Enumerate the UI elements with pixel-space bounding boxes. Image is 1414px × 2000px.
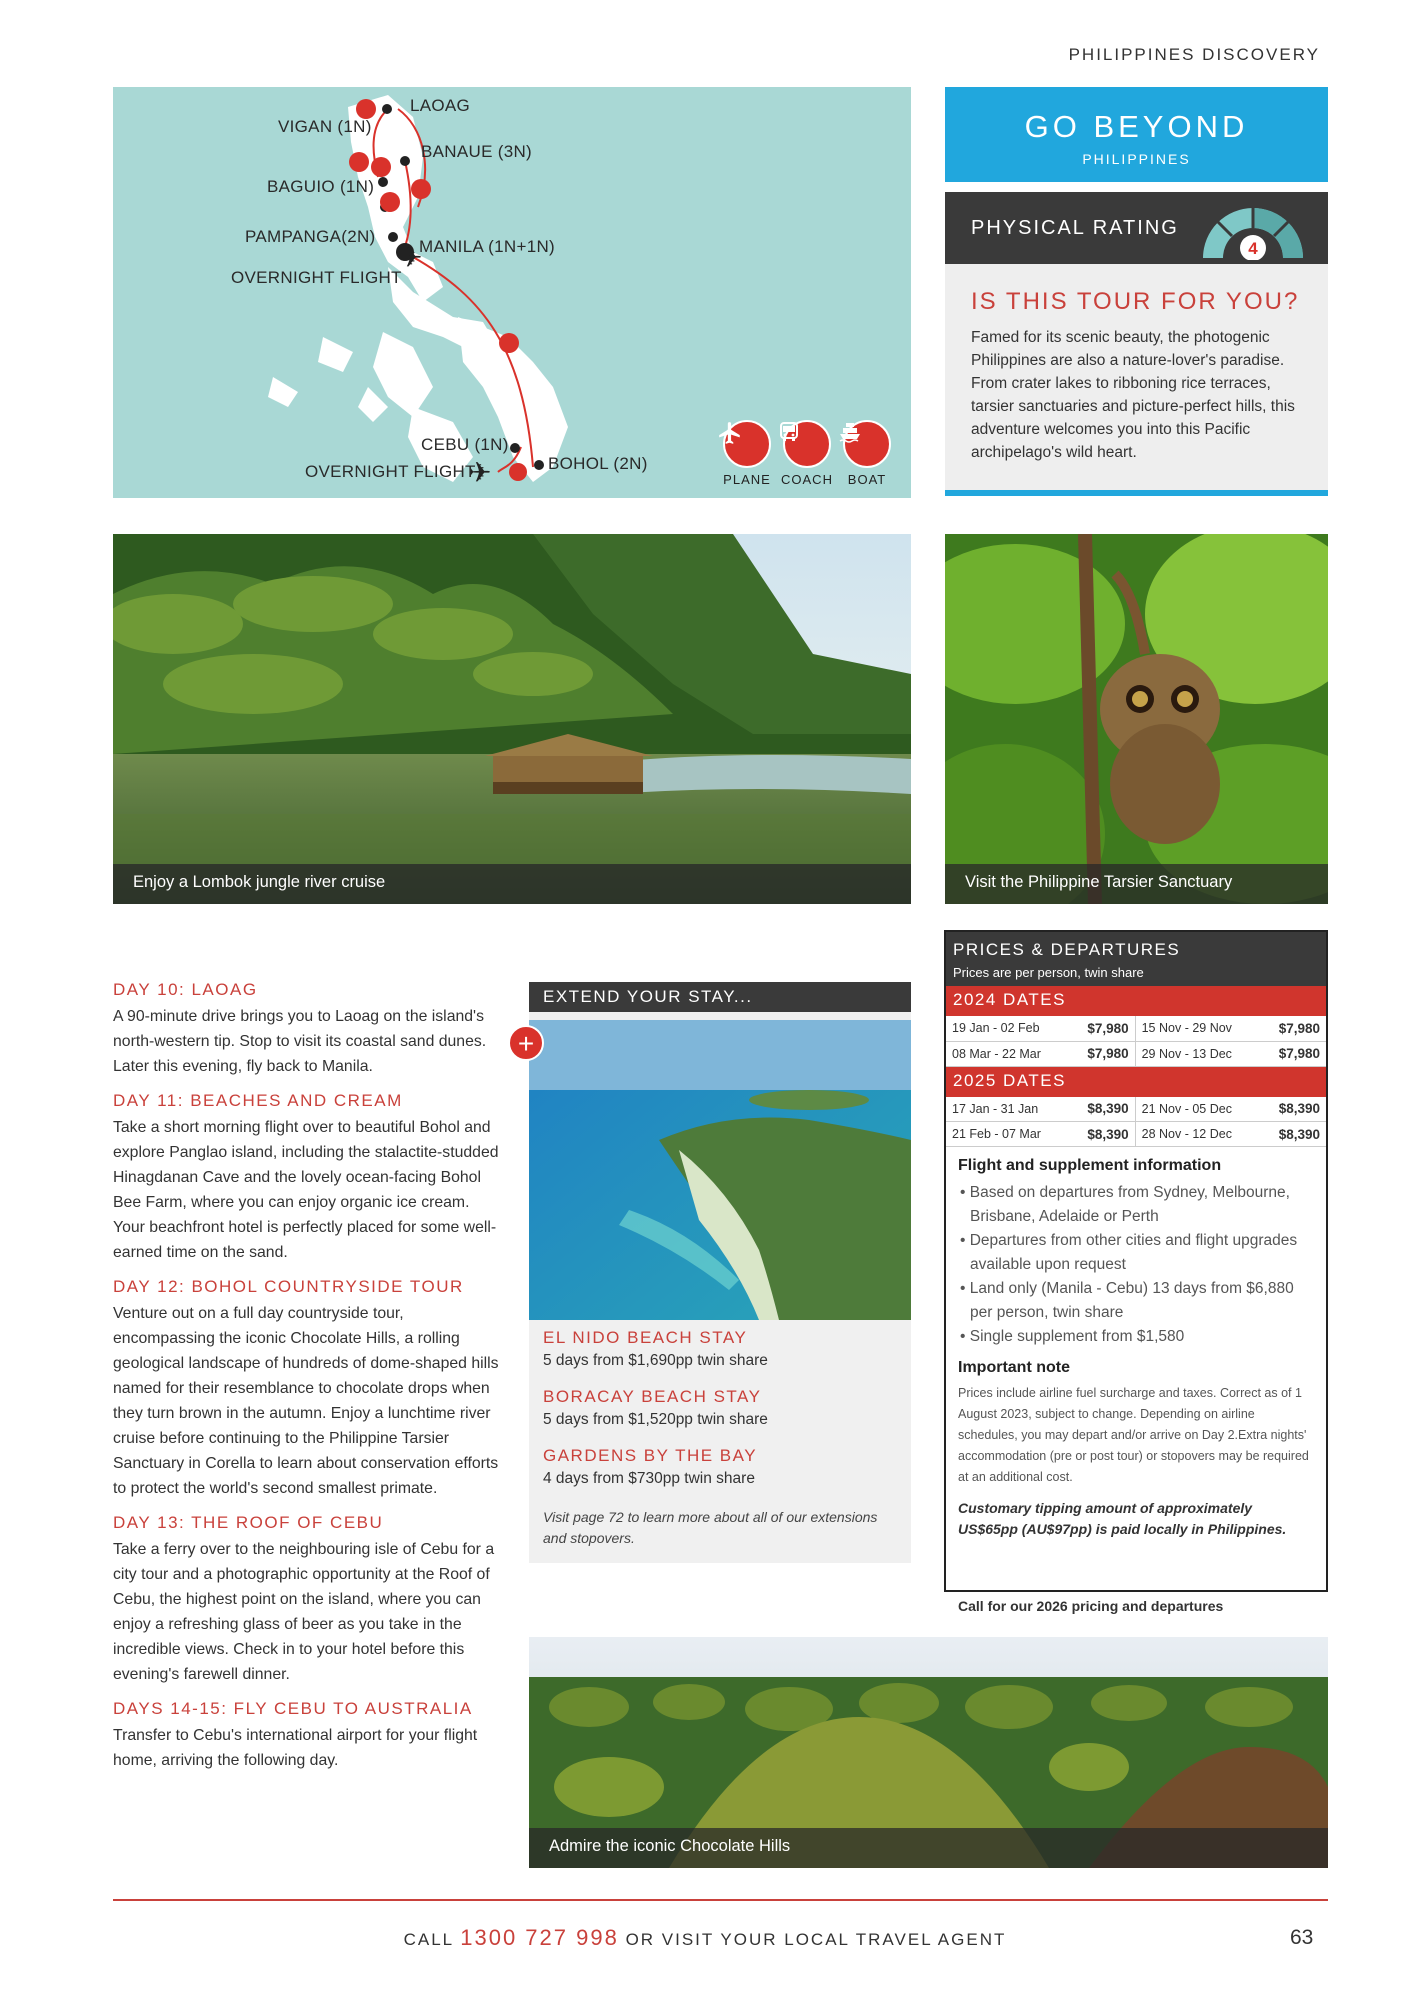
year-2024-heading: 2024 DATES xyxy=(946,986,1326,1016)
bullet-text: Land only (Manila - Cebu) 13 days from $6,880 per person, twin share xyxy=(969,1280,1294,1321)
date-cell: 21 Feb - 07 Mar xyxy=(946,1122,1069,1147)
physical-rating-bar xyxy=(945,192,1328,264)
legend-coach xyxy=(777,420,837,487)
table-row xyxy=(946,1041,1326,1066)
extend-heading: EXTEND YOUR STAY... xyxy=(529,982,911,1012)
table-row xyxy=(946,1097,1326,1122)
date-cell: 28 Nov - 12 Dec xyxy=(1135,1122,1261,1147)
day-12-title: DAY 12: BOHOL COUNTRYSIDE TOUR xyxy=(113,1277,464,1296)
date-cell: 21 Nov - 05 Dec xyxy=(1135,1097,1261,1122)
day-14-15-title: DAYS 14-15: FLY CEBU TO AUSTRALIA xyxy=(113,1699,473,1718)
date-cell: 29 Nov - 13 Dec xyxy=(1135,1041,1261,1066)
legend-coach-label: COACH xyxy=(781,472,833,487)
list-item: • Land only (Manila - Cebu) 13 days from $6,880 per person, twin share xyxy=(960,1280,1294,1321)
list-item: • Based on departures from Sydney, Melbourne, Brisbane, Adelaide or Perth xyxy=(960,1184,1290,1225)
table-row xyxy=(946,1122,1326,1147)
price-cell: $8,390 xyxy=(1069,1097,1135,1122)
extend-note: Visit page 72 to learn more about all of our extensions and stopovers. xyxy=(543,1509,878,1546)
day-14-15-text: Transfer to Cebu's international airport for your flight home, arriving the following day. xyxy=(113,1727,478,1769)
el-nido-title: EL NIDO BEACH STAY xyxy=(543,1328,748,1347)
map-label-manila: MANILA (1N+1N) xyxy=(419,237,555,256)
price-cell: $7,980 xyxy=(1069,1016,1135,1041)
map-label-laoag: LAOAG xyxy=(410,96,471,115)
price-cell: $8,390 xyxy=(1261,1097,1326,1122)
go-beyond-subtitle: PHILIPPINES xyxy=(1082,151,1191,167)
legend-plane-label: PLANE xyxy=(723,472,771,487)
day-10-text: A 90-minute drive brings you to Laoag on the island's north-western tip. Stop to visit its coastal sand dunes. Later this evening, fly back to Manila. xyxy=(113,1008,487,1075)
day-13 xyxy=(113,1513,503,1687)
day-11-text: Take a short morning flight over to beautiful Bohol and explore Panglao island, including the stalactite-studded Hinagdanan Cave and the lovely ocean-facing Bohol Bee Farm, where you can enjoy organic ice cream. Your beachfront hotel is perfectly placed for some well-earned time on the sand. xyxy=(113,1119,499,1261)
map-label-overnight-flight-1: OVERNIGHT FLIGHT xyxy=(231,268,402,287)
day-12 xyxy=(113,1277,503,1501)
map-label-vigan: VIGAN (1N) xyxy=(278,117,372,136)
date-cell: 15 Nov - 29 Nov xyxy=(1135,1016,1261,1041)
chocolate-hills-caption: Admire the iconic Chocolate Hills xyxy=(529,1828,1328,1868)
itinerary-days xyxy=(113,980,503,1785)
coach-icon xyxy=(783,420,831,468)
footer-call: CALL xyxy=(403,1930,454,1949)
important-text: Prices include airline fuel surcharge and taxes. Correct as of 1 August 2023, subject to change. Depending on airline schedules, you may depart and/or arrive on Day 2.Extra nights' accommodation (pre or post tour) or stopovers may be required at an additional cost. xyxy=(958,1386,1309,1484)
flight-supplement-section xyxy=(946,1147,1326,1540)
map-label-banaue: BANAUE (3N) xyxy=(421,142,532,161)
price-cell: $8,390 xyxy=(1069,1122,1135,1147)
day-13-text: Take a ferry over to the neighbouring isle of Cebu for a city tour and a photographic opportunity at the Roof of Cebu, the highest point on the island, where you can enjoy a refreshing glass of beer as you take in the incredible views. Check in to your hotel before this evening's farewell dinner. xyxy=(113,1541,495,1683)
tarsier-photo xyxy=(945,534,1328,904)
price-cell: $8,390 xyxy=(1261,1122,1326,1147)
date-cell: 17 Jan - 31 Jan xyxy=(946,1097,1069,1122)
map-label-baguio: BAGUIO (1N) xyxy=(267,177,375,196)
prices-subtitle: Prices are per person, twin share xyxy=(953,965,1144,980)
date-cell: 08 Mar - 22 Mar xyxy=(946,1041,1069,1066)
is-this-tour-for-you-box xyxy=(945,264,1328,496)
prices-2025-table xyxy=(946,1097,1326,1148)
plane-icon xyxy=(723,420,771,468)
svg-text:✈: ✈ xyxy=(468,457,492,488)
chocolate-hills-photo xyxy=(529,1637,1328,1868)
prices-header xyxy=(946,932,1326,986)
day-12-text: Venture out on a full day countryside tour, encompassing the iconic Chocolate Hills, a rolling geological landscape of hundreds of dome-shaped hills named for their resemblance to chocolate drops when they turn brown in the autumn. Enjoy a lunchtime river cruise before continuing to the Philippine Tarsier Sanctuary in Corella to learn about conservation efforts to protect the world's second smallest primate. xyxy=(113,1305,499,1497)
map-label-pampanga: PAMPANGA(2N) xyxy=(245,227,376,246)
legend-plane xyxy=(717,420,777,487)
section-header: PHILIPPINES DISCOVERY xyxy=(1068,45,1320,64)
price-cell: $7,980 xyxy=(1261,1016,1326,1041)
prices-departures-box xyxy=(944,930,1328,1592)
el-nido-text: 5 days from $1,690pp twin share xyxy=(543,1352,768,1369)
map-label-bohol: BOHOL (2N) xyxy=(548,454,648,473)
tarsier-image xyxy=(945,534,1328,904)
footer-divider xyxy=(113,1899,1328,1901)
plus-icon: + xyxy=(508,1025,544,1061)
extend-your-stay-box xyxy=(529,982,911,1563)
rating-gauge-icon xyxy=(1198,200,1308,260)
footer-agent: OR VISIT YOUR LOCAL TRAVEL AGENT xyxy=(625,1930,1007,1949)
footer-phone[interactable]: 1300 727 998 xyxy=(460,1925,619,1950)
page-number: 63 xyxy=(1290,1926,1314,1949)
svg-text:✈: ✈ xyxy=(399,242,423,273)
day-14-15 xyxy=(113,1699,503,1773)
tipping-text: Customary tipping amount of approximately US$65pp (AU$97pp) is paid locally in Philippines. xyxy=(958,1500,1287,1537)
price-cell: $7,980 xyxy=(1069,1041,1135,1066)
is-tour-heading: IS THIS TOUR FOR YOU? xyxy=(971,288,1300,315)
table-row xyxy=(946,1016,1326,1041)
day-13-title: DAY 13: THE ROOF OF CEBU xyxy=(113,1513,384,1532)
map-label-cebu: CEBU (1N) xyxy=(421,435,509,454)
tarsier-caption: Visit the Philippine Tarsier Sanctuary xyxy=(945,864,1328,904)
is-tour-body: Famed for its scenic beauty, the photogenic Philippines are also a nature-lover's paradise. From crater lakes to ribboning rice terraces, tarsier sanctuaries and picture-perfect hills, this adventure welcomes you into this Pacific archipelago's wild heart. xyxy=(971,329,1295,461)
bullet-text: Departures from other cities and flight upgrades available upon request xyxy=(969,1232,1298,1273)
legend-boat xyxy=(837,420,897,487)
gardens-text: 4 days from $730pp twin share xyxy=(543,1470,755,1487)
go-beyond-title: GO BEYOND xyxy=(1024,109,1249,144)
go-beyond-banner xyxy=(945,87,1328,182)
day-10-title: DAY 10: LAOAG xyxy=(113,980,258,999)
boracay-text: 5 days from $1,520pp twin share xyxy=(543,1411,768,1428)
beach-aerial-image xyxy=(529,1020,911,1320)
price-cell: $7,980 xyxy=(1261,1041,1326,1066)
day-11-title: DAY 11: BEACHES AND CREAM xyxy=(113,1091,403,1110)
day-10 xyxy=(113,980,503,1079)
prices-2024-table xyxy=(946,1016,1326,1067)
extend-item-gardens xyxy=(543,1446,757,1488)
boracay-title: BORACAY BEACH STAY xyxy=(543,1387,762,1406)
rating-value: 4 xyxy=(1248,239,1258,258)
list-item: • Departures from other cities and flight upgrades available upon request xyxy=(960,1232,1298,1273)
call-2026-text: Call for our 2026 pricing and departures xyxy=(958,1598,1224,1614)
extend-item-el-nido xyxy=(543,1328,768,1370)
date-cell: 19 Jan - 02 Feb xyxy=(946,1016,1069,1041)
bullet-text: Based on departures from Sydney, Melbourne, Brisbane, Adelaide or Perth xyxy=(969,1184,1290,1225)
prices-title: PRICES & DEPARTURES xyxy=(953,940,1181,959)
extend-item-boracay xyxy=(543,1387,768,1429)
footer-contact xyxy=(380,1925,1030,1951)
day-11 xyxy=(113,1091,503,1265)
river-cruise-photo xyxy=(113,534,911,904)
physical-rating-label: PHYSICAL RATING xyxy=(971,217,1179,239)
important-heading: Important note xyxy=(958,1359,1070,1376)
boat-icon xyxy=(843,420,891,468)
flight-heading: Flight and supplement information xyxy=(958,1157,1222,1174)
flight-bullets xyxy=(958,1181,1314,1349)
river-cruise-image xyxy=(113,534,911,904)
bullet-text: Single supplement from $1,580 xyxy=(969,1328,1185,1345)
map-label-overnight-flight-2: OVERNIGHT FLIGHT xyxy=(305,462,476,481)
gardens-title: GARDENS BY THE BAY xyxy=(543,1446,758,1465)
itinerary-map xyxy=(113,87,911,498)
river-cruise-caption: Enjoy a Lombok jungle river cruise xyxy=(113,864,911,904)
list-item: • Single supplement from $1,580 xyxy=(960,1328,1185,1345)
legend-boat-label: BOAT xyxy=(847,472,887,487)
year-2025-heading: 2025 DATES xyxy=(946,1067,1326,1097)
